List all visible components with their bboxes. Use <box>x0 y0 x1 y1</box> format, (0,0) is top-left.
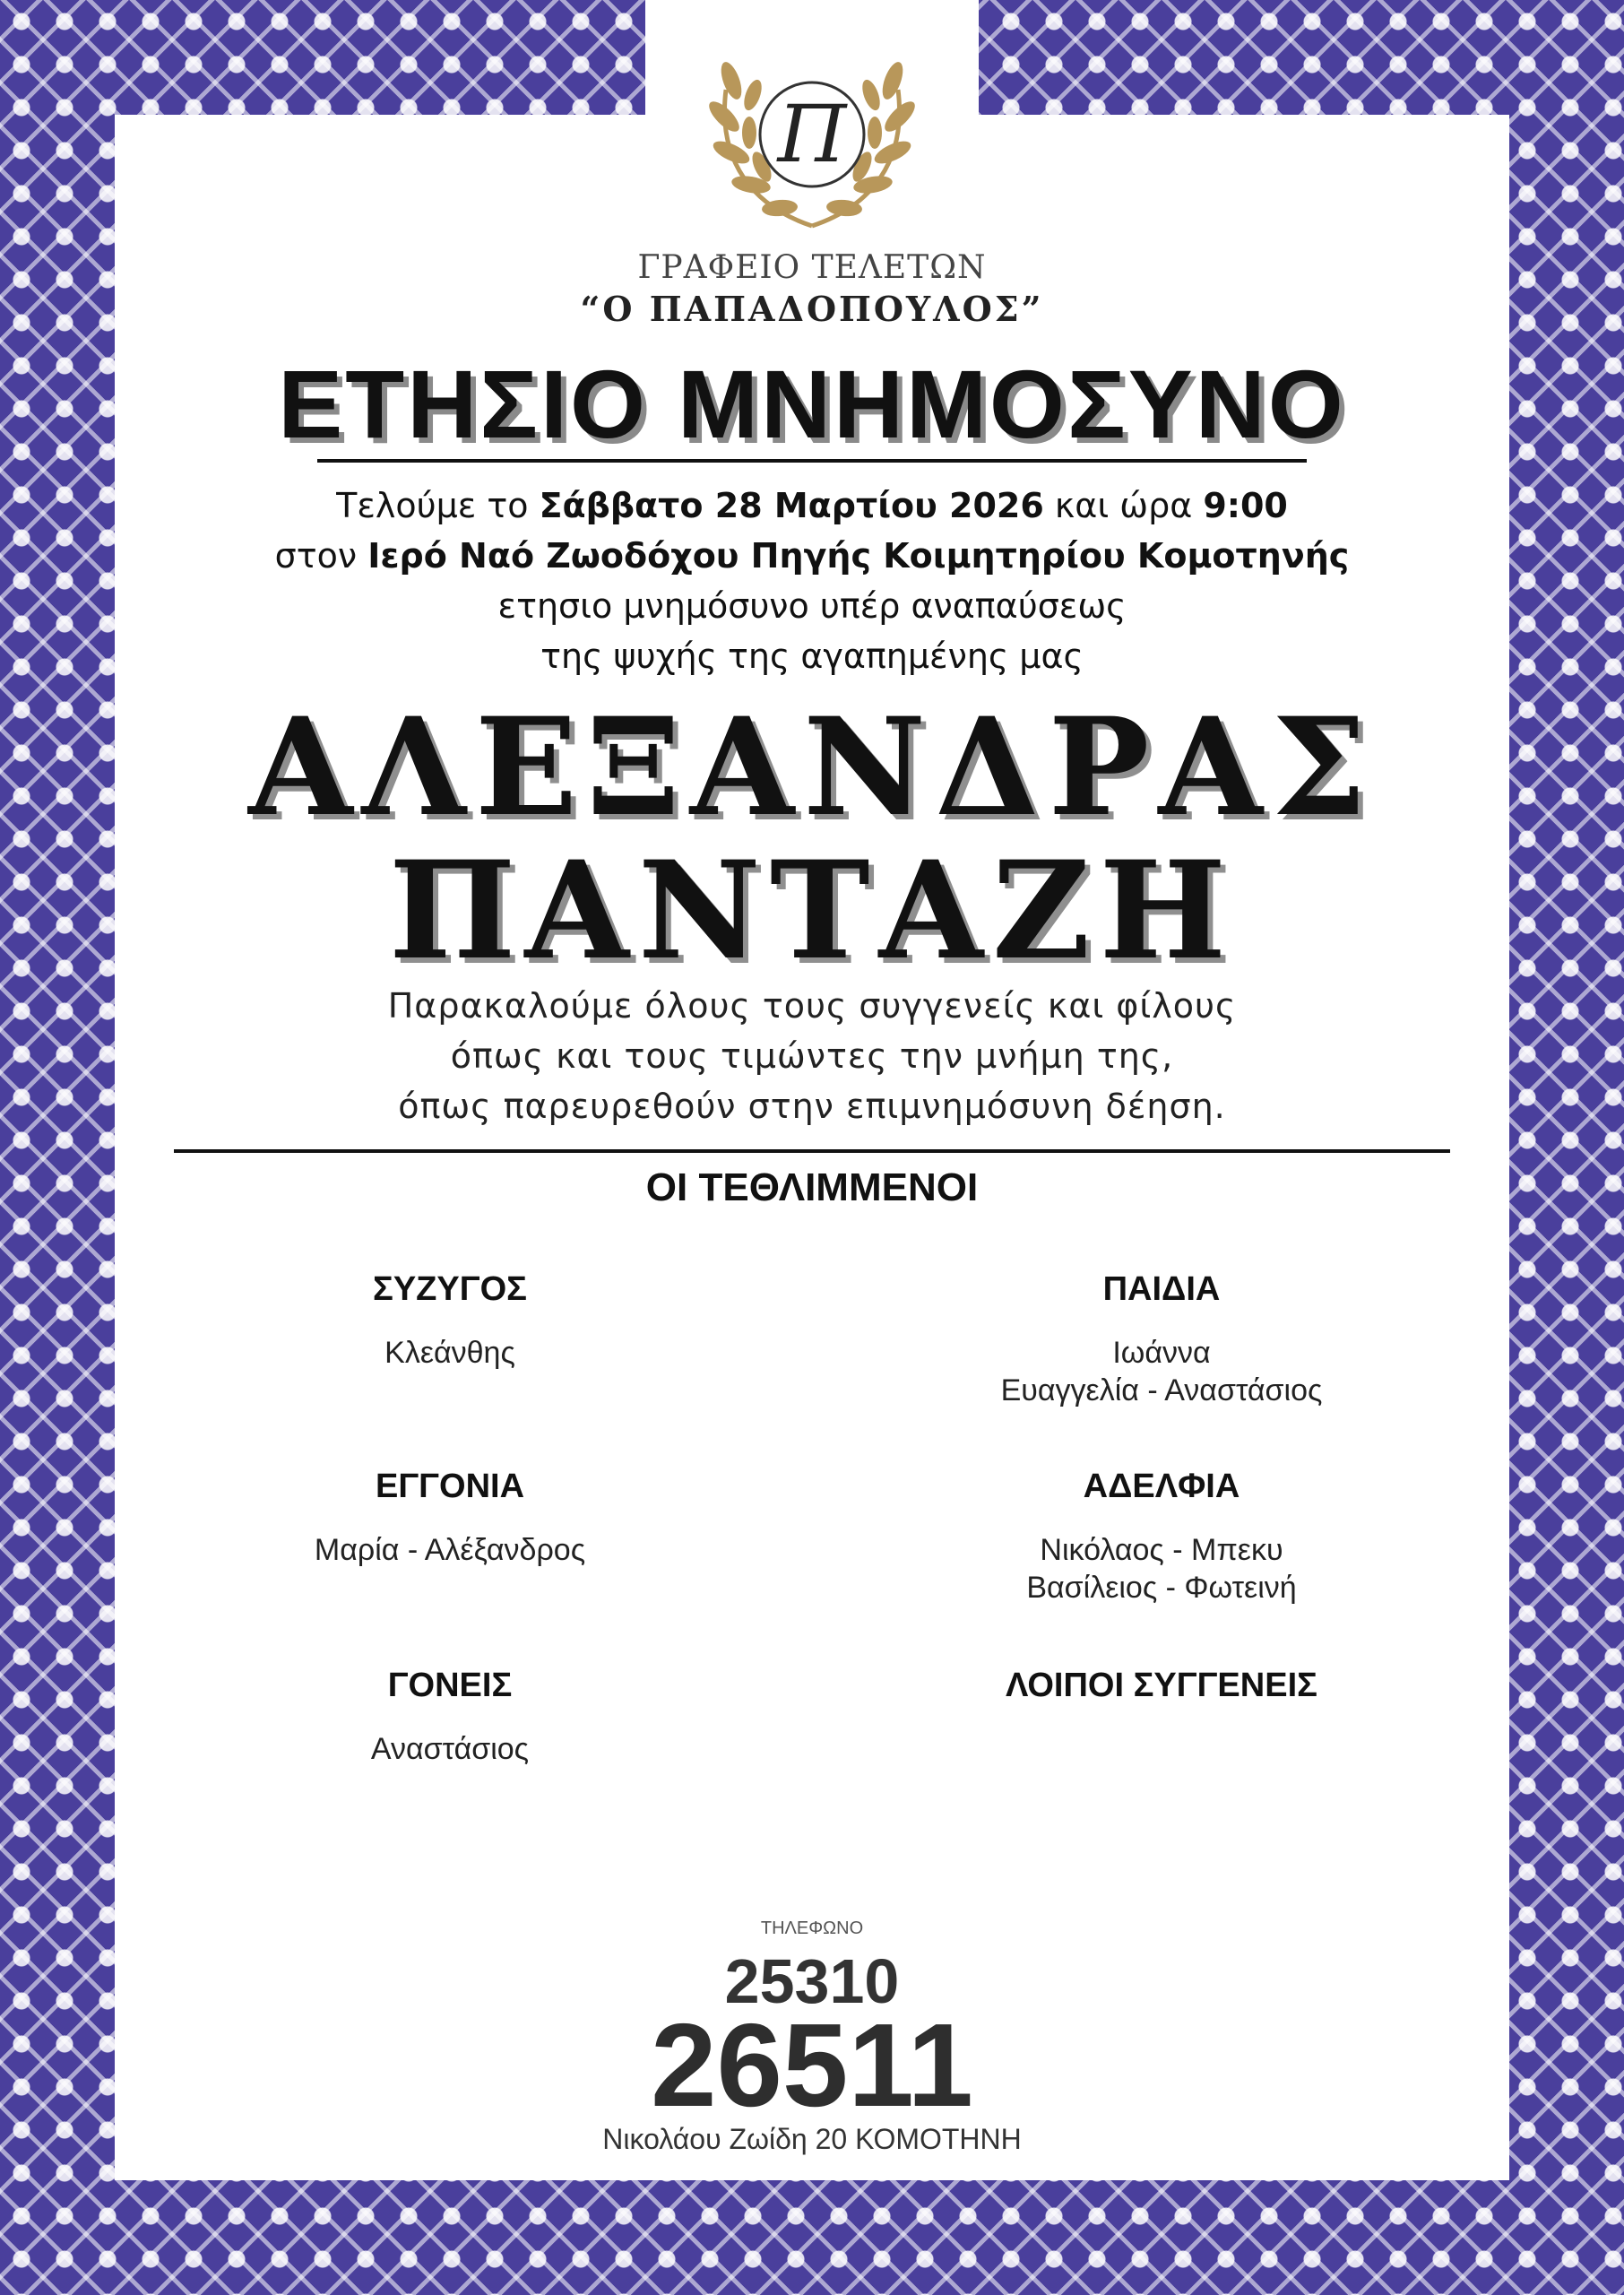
group-heading: ΛΟΙΠΟΙ ΣΥΓΓΕΝΕΙΣ <box>1006 1667 1317 1704</box>
group-heading: ΑΔΕΛΦΙΑ <box>1083 1468 1240 1505</box>
intro-text: στον <box>274 536 368 576</box>
group-heading: ΕΓΓΟΝΙΑ <box>375 1468 525 1505</box>
group-name: Ιωάννα <box>1112 1336 1211 1370</box>
group-name: Βασίλειος - Φωτεινή <box>1026 1571 1297 1605</box>
group-children <box>821 1262 1502 1409</box>
group-heading: ΠΑΙΔΙΑ <box>1102 1270 1221 1308</box>
group-heading: ΓΟΝΕΙΣ <box>387 1667 513 1704</box>
title-divider <box>317 459 1307 463</box>
intro-text: και ώρα <box>1043 486 1204 525</box>
phone-label: ΤΗΛΕΦΩΝΟ <box>760 1918 864 1938</box>
page-title: ΕΤΗΣΙΟ ΜΝΗΜΟΣΥΝΟ <box>278 350 1346 458</box>
section-divider <box>174 1149 1450 1153</box>
phone-number: 26511 <box>651 1999 973 2131</box>
group-name: Νικόλαος - Μπεκυ <box>1040 1533 1283 1567</box>
group-spouse <box>109 1262 790 1372</box>
mourners-title: ΟΙ ΤΕΘΛΙΜΜΕΝΟΙ <box>645 1165 979 1209</box>
office-name: “Ο ΠΑΠΑΔΟΠΟΥΛΟΣ” <box>580 289 1044 329</box>
intro-line-3: ετησιο μνημόσυνο υπέρ αναπαύσεως <box>497 586 1127 626</box>
intro-line-1 <box>0 481 1624 531</box>
group-name: Κλεάνθης <box>384 1336 515 1370</box>
invite-line-1: Παρακαλούμε όλους τους συγγενείς και φίλους <box>387 986 1237 1026</box>
group-heading: ΣΥΖΥΓΟΣ <box>373 1270 527 1308</box>
group-siblings <box>821 1459 1502 1606</box>
intro-text: Τελούμε το <box>336 486 540 525</box>
office-address: Νικολάου Ζωίδη 20 ΚΟΜΟΤΗΝΗ <box>602 2123 1022 2155</box>
deceased-last-name: ΠΑΝΤΑΖΗ <box>388 832 1236 990</box>
group-name: Ευαγγελία - Αναστάσιος <box>1000 1373 1323 1407</box>
group-parents <box>109 1658 790 1768</box>
memorial-church: Ιερό Ναό Ζωοδόχου Πηγής Κοιμητηρίου Κομοτηνής <box>367 536 1350 576</box>
deceased-first-name: ΑΛΕΞΑΝΔΡΑΣ <box>248 688 1376 846</box>
logo-monogram: Π <box>777 88 847 180</box>
intro-line-4: της ψυχής της αγαπημένης μας <box>540 637 1084 676</box>
invite-line-3: όπως παρευρεθούν στην επιμνημόσυνη δέηση. <box>398 1087 1226 1126</box>
phone-prefix: 25310 <box>724 1946 900 2016</box>
group-name: Μαρία - Αλέξανδρος <box>314 1533 586 1567</box>
memorial-date: Σάββατο 28 Μαρτίου 2026 <box>539 486 1044 525</box>
office-label: ΓΡΑΦΕΙΟ ΤΕΛΕΤΩΝ <box>637 249 987 286</box>
memorial-time: 9:00 <box>1203 486 1288 525</box>
group-grandchildren <box>109 1459 790 1569</box>
group-relatives <box>821 1658 1502 1712</box>
laurel-logo <box>699 27 925 235</box>
invite-line-2: όπως και τους τιμώντες την μνήμη της, <box>450 1036 1174 1076</box>
group-name: Αναστάσιος <box>370 1732 530 1766</box>
intro-line-2 <box>0 531 1624 581</box>
